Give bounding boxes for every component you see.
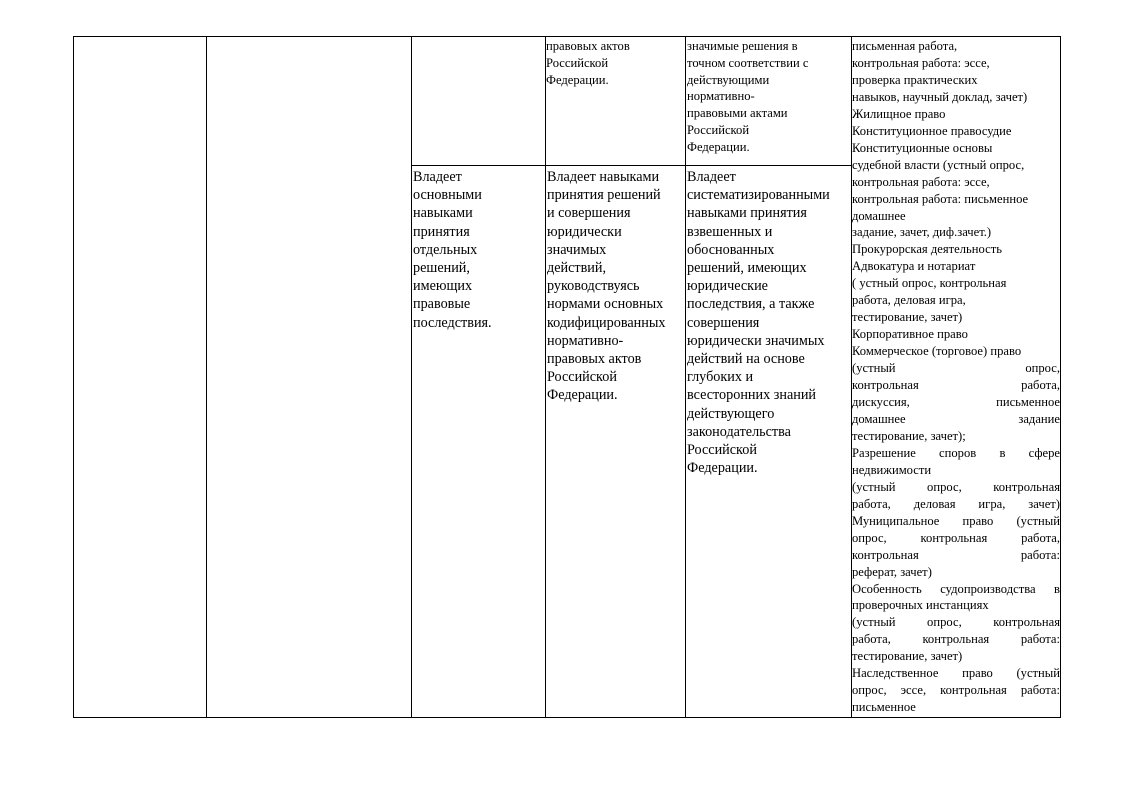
bottom-cell-col4: Владеет навыками принятия решений и совершения юридически значимых действий, руководствуясь нормами основных кодифицированных нормативно- правовых актов Российской Федерации.: [547, 169, 666, 404]
top-cell-col4: правовых актов Российской Федерации.: [546, 39, 630, 87]
assessment-line: (устный опрос, контрольная: [852, 615, 1060, 630]
assessment-line: ( устный опрос, контрольная: [852, 276, 1007, 291]
assessment-line: Наследственное право (устный: [852, 666, 1060, 681]
assessment-line: письменная работа,: [852, 39, 958, 53]
assessment-line: Конституционные основы: [852, 140, 993, 155]
column-divider: [206, 37, 207, 717]
assessment-line: проверка практических: [852, 72, 978, 87]
assessment-line: тестирование, зачет): [852, 310, 963, 325]
assessment-line: дискуссия, письменное: [852, 395, 1060, 410]
assessment-line: недвижимости: [852, 462, 932, 477]
bottom-cell-col3: Владеет основными навыками принятия отдельных решений, имеющих правовые последствия.: [413, 169, 492, 331]
assessment-line: контрольная работа: эссе,: [852, 174, 990, 189]
assessment-line: домашнее: [852, 208, 906, 223]
assessment-line: (устный опрос,: [852, 361, 1060, 376]
assessment-line: домашнее задание: [852, 411, 1060, 426]
bottom-cell-col5: Владеет систематизированными навыками принятия взвешенных и обоснованных решений, имеющих юридические последствия, а также совершения юридически значимых действий на основе глубоких и всесторонних знаний действующего законодательства Российской Федерации.: [687, 169, 830, 477]
assessment-line: Корпоративное право: [852, 327, 968, 342]
assessment-line: Прокурорская деятельность: [852, 242, 1002, 257]
assessment-line: Разрешение споров в сфере: [852, 445, 1060, 460]
top-cell-col5: значимые решения в точном соответствии с действующими нормативно- правовыми актами Российской Федерации.: [687, 39, 809, 154]
assessment-line: проверочных инстанциях: [852, 598, 989, 613]
competency-table: [73, 36, 1061, 718]
assessment-line: работа, контрольная работа:: [852, 632, 1060, 647]
assessment-line: контрольная работа: письменное: [852, 191, 1029, 206]
assessment-line: Конституционное правосудие: [852, 123, 1012, 138]
assessment-line: (устный опрос, контрольная: [852, 479, 1060, 494]
assessment-line: реферат, зачет): [852, 564, 932, 579]
column-divider: [545, 37, 546, 717]
assessment-line: Особенность судопроизводства в: [852, 581, 1060, 596]
assessment-line: тестирование, зачет);: [852, 428, 966, 443]
assessment-line: Муниципальное право (устный: [852, 513, 1060, 528]
assessment-line: Коммерческое (торговое) право: [852, 344, 1022, 359]
column-divider: [411, 37, 412, 717]
assessment-line: Адвокатура и нотариат: [852, 259, 976, 274]
assessment-line: работа, деловая игра,: [852, 293, 966, 308]
assessment-line: контрольная работа: эссе,: [852, 55, 990, 70]
assessment-methods-cell: [852, 38, 1060, 716]
assessment-line: контрольная работа,: [852, 378, 1060, 393]
row-divider: [411, 165, 851, 166]
assessment-line: работа, деловая игра, зачет): [852, 496, 1060, 511]
assessment-line: Жилищное право: [852, 106, 946, 121]
assessment-line: задание, зачет, диф.зачет.): [852, 225, 992, 240]
assessment-line: судебной власти (устный опрос,: [852, 157, 1025, 172]
assessment-line: опрос, контрольная работа,: [852, 530, 1060, 545]
assessment-line: письменное: [852, 700, 916, 715]
assessment-line: навыков, научный доклад, зачет): [852, 89, 1028, 104]
assessment-line: тестирование, зачет): [852, 649, 963, 664]
column-divider: [685, 37, 686, 717]
assessment-line: опрос, эссе, контрольная работа:: [852, 683, 1060, 698]
assessment-line: контрольная работа:: [852, 547, 1060, 562]
